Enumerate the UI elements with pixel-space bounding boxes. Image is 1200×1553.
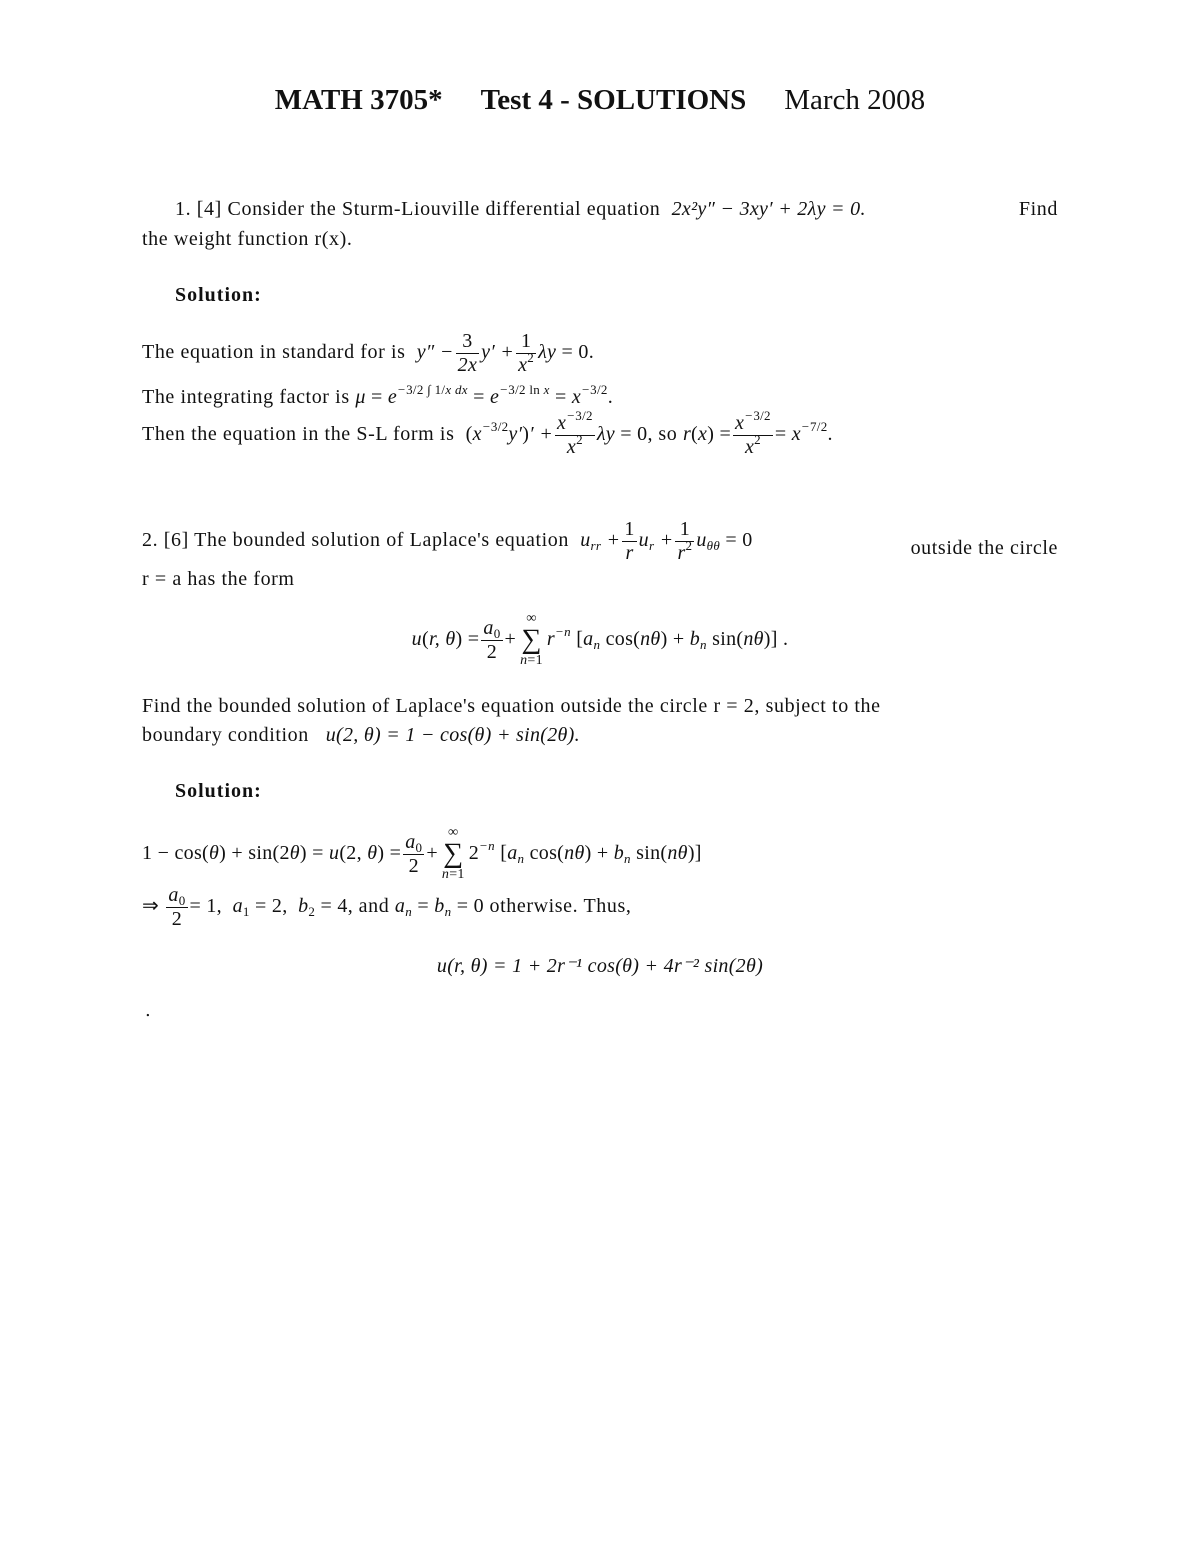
q2-number: 2. [6]: [142, 529, 189, 552]
test-date: March 2008: [784, 84, 926, 116]
integrating-factor-equation: $\mu = e^{-3/2 \int 1/x dx} = e^{-3/2 ln x} = x^{-3/2}$.: [355, 382, 613, 408]
q1-sl-form: [142, 408, 833, 459]
q2-solution-step1: 1 − cos(θ) + sin(2θ) = u(2, θ) = $\frac{a_0}{2}$ + ∞ ∑ n=1 $2^{-n}$ [$a_n$ $\cos(n\theta) + b_n$ sin(nθ)]: [142, 825, 702, 882]
general-solution-formula: u(r, θ) = $\frac{a_0}{2}$ + ∞ ∑ n=1 $r^{-n}$ [$a_n$ $\cos(n\theta) + b_n$ sin(nθ)] .: [411, 611, 789, 668]
weight-function-result: r(x) = $\frac{x^{-3/2}}{x^2}$ = $x^{-7/2}$.: [682, 408, 833, 458]
q2-line2: r = a has the form: [142, 568, 295, 590]
q1-line2: the weight function r(x).: [142, 228, 353, 250]
boundary-condition: u(2, θ) = 1 − cos(θ) + sin(2θ).: [325, 724, 580, 746]
q2-text: The bounded solution of Laplace's equation: [194, 529, 569, 552]
boundary-condition-label: boundary condition: [142, 724, 309, 746]
sl-form-label: Then the equation in the S-L form is: [142, 423, 455, 446]
standard-form-label: The equation in standard for is: [142, 341, 406, 364]
q1-integrating-factor: [142, 382, 613, 409]
q1-number: 1. [4]: [175, 198, 222, 220]
q1-find: Find: [1018, 198, 1058, 220]
final-solution-formula: u(r, θ) = 1 + 2r⁻¹ cos(θ) + 4r⁻² sin(2θ): [436, 955, 764, 977]
standard-form-equation: y″ − $\frac{3}{2x}$ y′ + $\frac{1}{x^2}$ λy = 0.: [416, 330, 595, 376]
q1-standard-form: [142, 330, 594, 377]
course-code: MATH 3705*: [274, 84, 443, 116]
q2-find-line2: [142, 724, 580, 747]
test-title: Test 4 - SOLUTIONS: [480, 84, 747, 116]
q1-line1: [175, 198, 1058, 221]
and-word: and: [358, 895, 390, 918]
page-title: [0, 84, 1200, 117]
otherwise-text: otherwise. Thus,: [489, 895, 632, 918]
integrating-factor-label: The integrating factor is: [142, 386, 350, 408]
q2-solution-label: Solution:: [175, 780, 262, 802]
q2-solution-step2: ⇒ $\frac{a_0}{2}$ = 1, $a_1 = 2$, $b_2 = 4$, and $a_n = b_n = 0$ otherwise. Thus,: [142, 884, 632, 930]
sl-form-equation: $(x^{-3/2}y')'$ + $\frac{x^{-3/2}}{x^2}$ λy = 0,: [465, 408, 653, 458]
q2-find-line1: Find the bounded solution of Laplace's equation outside the circle r = 2, subject to the: [142, 695, 881, 717]
q1-solution-label: Solution:: [175, 284, 262, 306]
laplace-equation: $u_{rr}$ + $\frac{1}{r}$ $u_r$ + $\frac{1}{r^2}$ $u_{\theta\theta} = 0$: [580, 518, 753, 564]
so-word: so: [658, 423, 678, 446]
q2-line1: [142, 518, 1058, 565]
final-solution: [0, 953, 1200, 978]
q1-text: Consider the Sturm-Liouville differential equation: [227, 198, 661, 220]
q2-text-after: outside the circle: [910, 537, 1058, 559]
q1-equation: 2x²y″ − 3xy′ + 2λy = 0.: [671, 198, 866, 220]
trailing-dot: .: [145, 1000, 151, 1021]
